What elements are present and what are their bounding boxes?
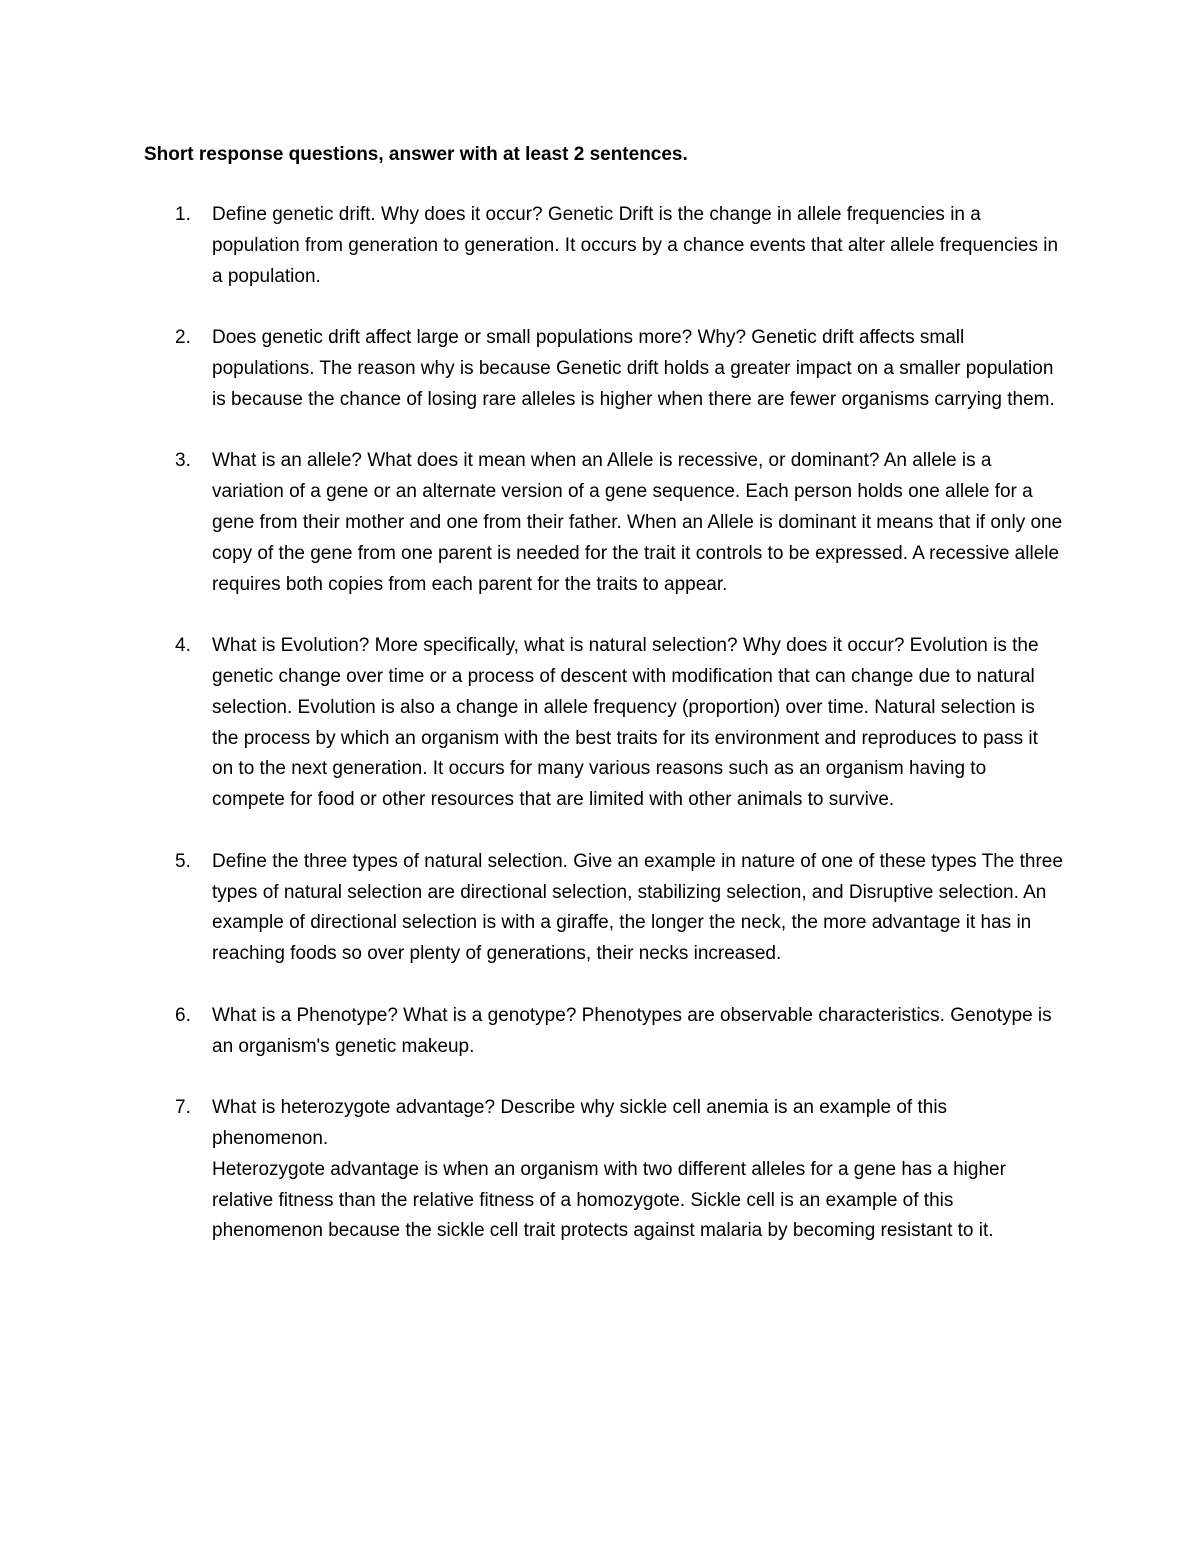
question-item-5 [144, 847, 1064, 970]
question-item-3 [144, 446, 1064, 600]
question-item-1 [144, 200, 1064, 292]
answer-text: Heterozygote advantage is when an organism with two different alleles for a gene has a higher relative fitness than the relative fitness of a homozygote. Sickle cell is an example of this phenomenon because the sickle cell trait protects against malaria by becoming resistant to it. [212, 1158, 1006, 1242]
question-number: 7. [175, 1097, 191, 1119]
question-text: What is a Phenotype? What is a genotype? Phenotypes are observable characteristics. Genotype is an organism's genetic makeup. [212, 1004, 1052, 1057]
question-item-7 [144, 1093, 1064, 1247]
question-number: 4. [175, 635, 191, 657]
question-number: 3. [175, 450, 191, 472]
question-item-2 [144, 323, 1064, 415]
question-number: 6. [175, 1004, 191, 1026]
question-number: 5. [175, 850, 191, 872]
question-text: What is heterozygote advantage? Describe why sickle cell anemia is an example of this phenomenon. [212, 1097, 948, 1149]
question-number: 1. [175, 204, 191, 225]
question-item-4 [144, 631, 1064, 816]
question-text: What is an allele? What does it mean when an Allele is recessive, or dominant? An allele is a variation of a gene or an alternate version of a gene sequence. Each person holds one allele for a gene from their mother and one from their father. When an Allele is dominant it means that if only one copy of the gene from one parent is needed for the trait it controls to be expressed. A recessive allele requires both copies from each parent for the traits to appear. [212, 450, 1063, 595]
question-text: Define genetic drift. Why does it occur? Genetic Drift is the change in allele frequencies in a population from generation to generation. It occurs by a chance events that alter allele frequencies in a population. [212, 204, 1059, 287]
question-text: What is Evolution? More specifically, what is natural selection? Why does it occur? Evolution is the genetic change over time or a process of descent with modification that can change due to natural selection. Evolution is also a change in allele frequency (proportion) over time. Natural selection is the process by which an organism with the best traits for its environment and reproduces to pass it on to the next generation. It occurs for many various reasons such as an organism having to compete for food or other resources that are limited with other animals to survive. [212, 635, 1039, 811]
question-text: Does genetic drift affect large or small populations more? Why? Genetic drift affects small populations. The reason why is because Genetic drift holds a greater impact on a smaller population is because the chance of losing rare alleles is higher when there are fewer organisms carrying them. [212, 327, 1055, 410]
question-text: Define the three types of natural selection. Give an example in nature of one of these types The three types of natural selection are directional selection, stabilizing selection, and Disruptive selection. An example of directional selection is with a giraffe, the longer the neck, the more advantage it has in reaching foods so over plenty of generations, their necks increased. [212, 850, 1063, 965]
page-heading: Short response questions, answer with at least 2 sentences. [144, 144, 688, 165]
question-list [144, 200, 1064, 1278]
question-item-6 [144, 1001, 1064, 1063]
question-number: 2. [175, 327, 191, 349]
